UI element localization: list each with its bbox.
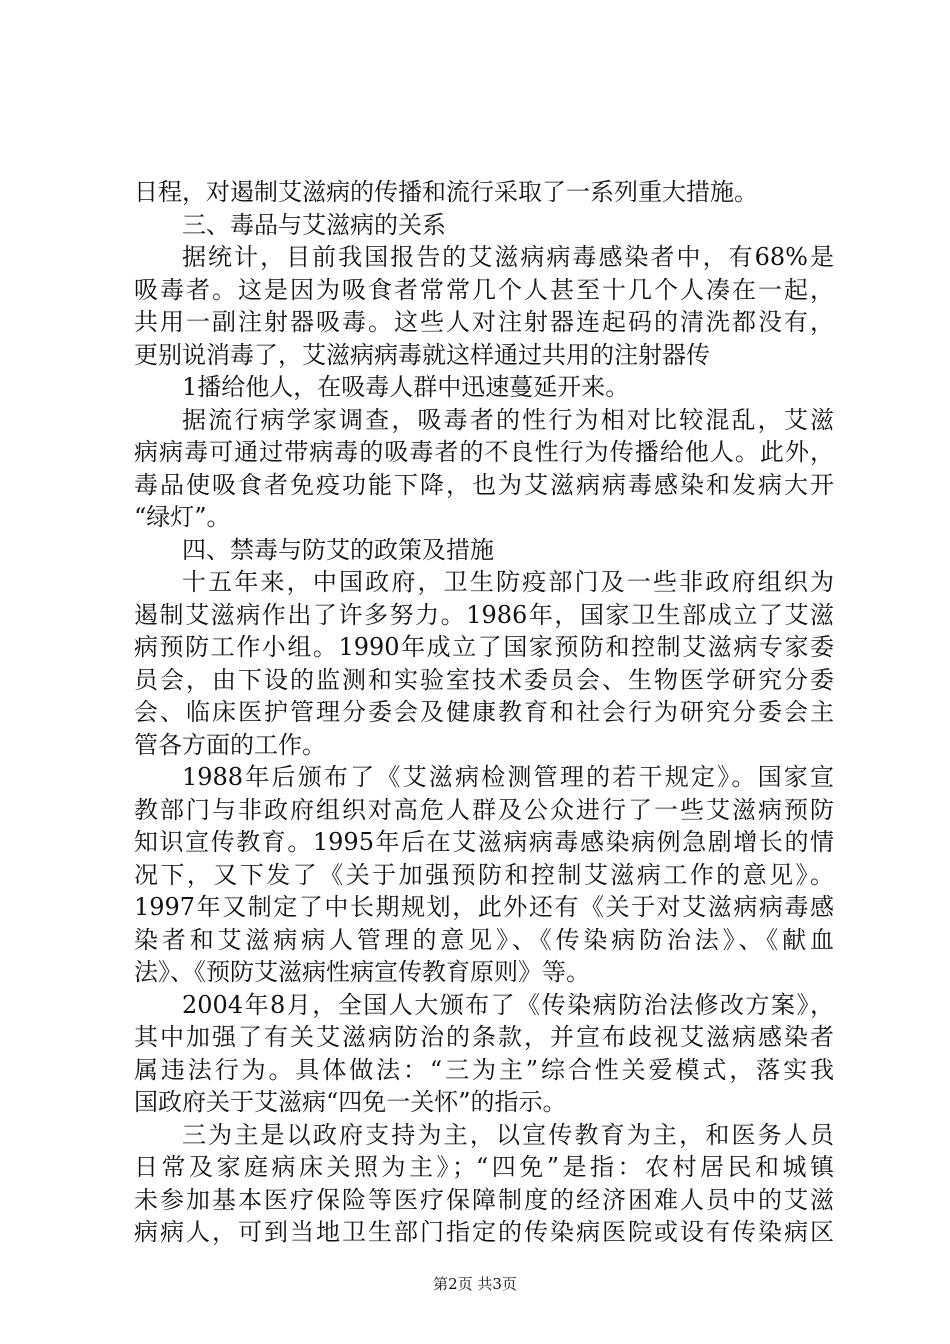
text-line: 1997年又制定了中长期规划，此外还有《关于对艾滋病病毒感: [134, 893, 834, 921]
text-line: 法》、《预防艾滋病性病宣传教育原则》等。: [134, 958, 590, 986]
text-line: 日常及家庭病床关照为主》；“四免”是指：农村居民和城镇: [134, 1153, 834, 1181]
text-line: 况下，又下发了《关于加强预防和控制艾滋病工作的意见》。: [134, 860, 834, 889]
text-line: 共用一副注射器吸毒。这些人对注射器连起码的清洗都没有，: [134, 308, 834, 336]
text-line: 据流行病学家调查，吸毒者的性行为相对比较混乱，艾滋: [182, 405, 834, 434]
text-line: “绿灯”。: [134, 503, 231, 531]
text-line: 2004年8月，全国人大颁布了《传染病防治法修改方案》，: [182, 990, 834, 1019]
text-line: 教部门与非政府组织对高危人群及公众进行了一些艾滋病预防: [134, 795, 834, 824]
text-line: 其中加强了有关艾滋病防治的条款，并宣布歧视艾滋病感染者: [134, 1023, 834, 1051]
text-line: 日程，对遏制艾滋病的传播和流行采取了一系列重大措施。: [134, 178, 758, 206]
text-line: 病预防工作小组。1990年成立了国家预防和控制艾滋病专家委: [134, 633, 834, 661]
text-line: 吸毒者。这是因为吸食者常常几个人甚至十几个人凑在一起，: [134, 275, 834, 304]
section-heading: 三、毒品与艾滋病的关系: [182, 210, 446, 239]
text-line: 染者和艾滋病病人管理的意见》、《传染病防治法》、《献血: [134, 925, 834, 954]
text-line: 更别说消毒了，艾滋病病毒就这样通过共用的注射器传: [134, 340, 710, 369]
text-line: 未参加基本医疗保险等医疗保障制度的经济困难人员中的艾滋: [134, 1185, 834, 1214]
text-line: 国政府关于艾滋病“四免一关怀”的指示。: [134, 1088, 567, 1116]
text-line: 管各方面的工作。: [134, 730, 326, 759]
text-line: 十五年来，中国政府，卫生防疫部门及一些非政府组织为: [182, 568, 834, 596]
text-line: 病病毒可通过带病毒的吸毒者的不良性行为传播给他人。此外，: [134, 438, 834, 466]
document-body: [134, 176, 834, 1249]
section-heading: 四、禁毒与防艾的政策及措施: [182, 535, 494, 564]
page-number-footer: 第2页 共3页: [433, 1275, 517, 1293]
text-line: 三为主是以政府支持为主，以宣传教育为主，和医务人员: [182, 1120, 834, 1149]
text-line: 遏制艾滋病作出了许多努力。1986年，国家卫生部成立了艾滋: [134, 600, 834, 629]
text-line: 病病人，可到当地卫生部门指定的传染病医院或设有传染病区: [134, 1218, 834, 1246]
text-line: 毒品使吸食者免疫功能下降，也为艾滋病病毒感染和发病大开: [134, 470, 834, 499]
text-line: 属违法行为。具体做法：“三为主”综合性关爱模式，落实我: [134, 1055, 834, 1084]
text-line: 据统计，目前我国报告的艾滋病病毒感染者中，有68%是: [182, 243, 834, 271]
text-line: 1播给他人，在吸毒人群中迅速蔓延开来。: [182, 373, 630, 401]
text-line: 员会，由下设的监测和实验室技术委员会、生物医学研究分委: [134, 665, 834, 694]
text-line: 知识宣传教育。1995年后在艾滋病病毒感染病例急剧增长的情: [134, 828, 834, 856]
text-line: 1988年后颁布了《艾滋病检测管理的若干规定》。国家宣: [182, 763, 834, 791]
text-line: 会、临床医护管理分委会及健康教育和社会行为研究分委会主: [134, 698, 834, 726]
